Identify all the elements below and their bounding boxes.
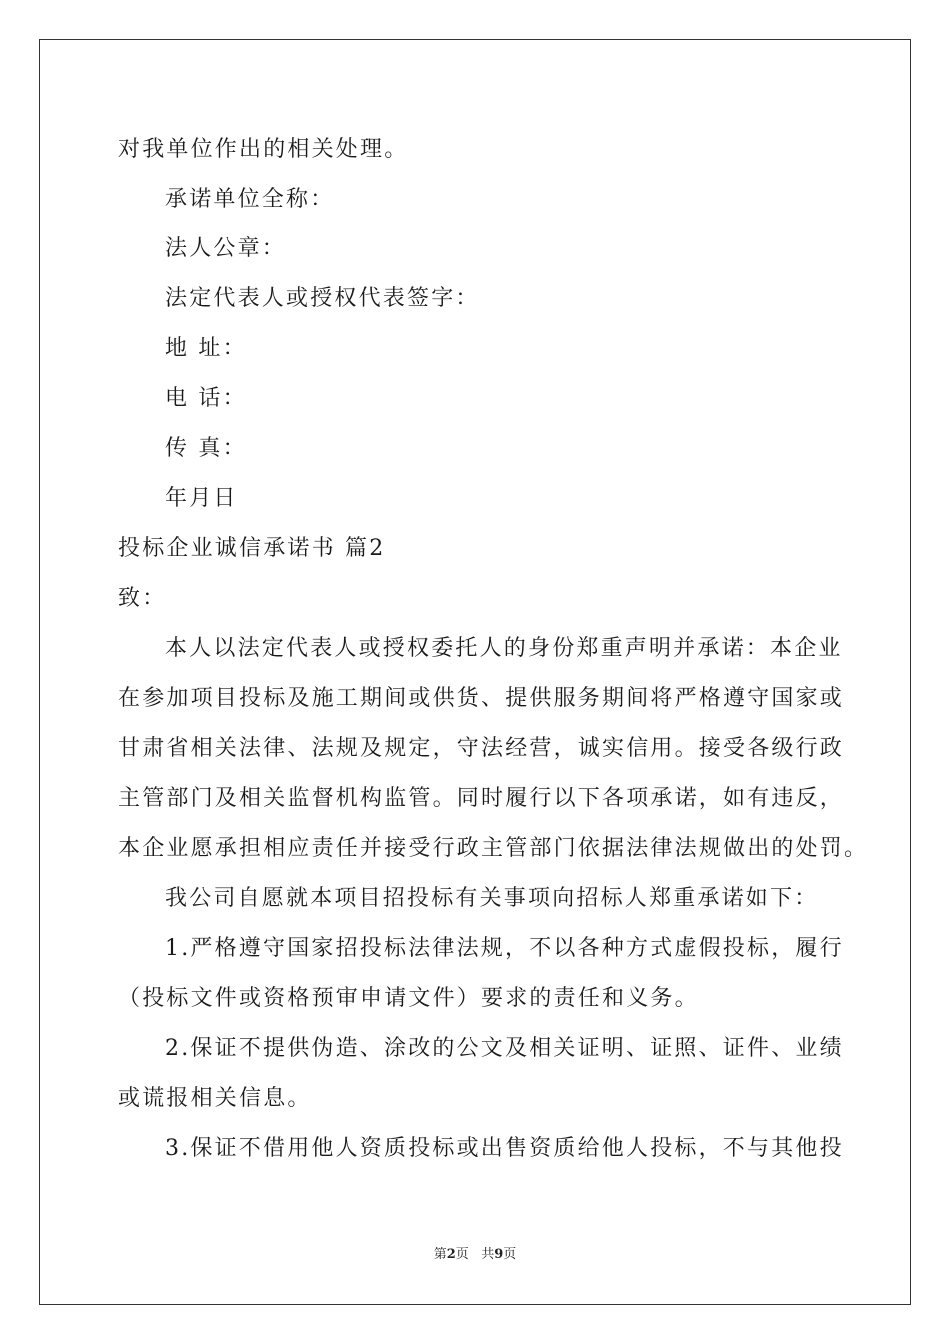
page-footer xyxy=(0,1247,950,1263)
total-prefix: 共 xyxy=(481,1247,495,1262)
list-item-1-cont: （投标文件或资格预审申请文件）要求的责任和义务。 xyxy=(118,986,699,1011)
field-label-address: 地 址： xyxy=(165,336,247,361)
field-label-phone: 电 话： xyxy=(165,386,247,411)
list-item-2: 2.保证不提供伪造、涂改的公文及相关证明、证照、证件、业绩 xyxy=(165,1036,844,1061)
salutation: 致： xyxy=(118,586,167,611)
page-current: 2 xyxy=(446,1247,456,1262)
page-total: 9 xyxy=(494,1247,504,1262)
paragraph-line: 本人以法定代表人或授权委托人的身份郑重声明并承诺：本企业 xyxy=(165,636,843,661)
page-suffix: 页 xyxy=(455,1247,469,1262)
paragraph-line: 在参加项目投标及施工期间或供货、提供服务期间将严格遵守国家或 xyxy=(118,686,845,711)
list-item-1: 1.严格遵守国家招投标法律法规，不以各种方式虚假投标，履行 xyxy=(165,936,844,961)
paragraph-line: 对我单位作出的相关处理。 xyxy=(118,137,409,162)
paragraph-line: 我公司自愿就本项目招投标有关事项向招标人郑重承诺如下： xyxy=(165,886,819,911)
field-label-unit-name: 承诺单位全称： xyxy=(165,187,335,212)
list-item-2-cont: 或谎报相关信息。 xyxy=(118,1086,312,1111)
page-prefix: 第 xyxy=(433,1247,447,1262)
section-heading: 投标企业诚信承诺书 篇2 xyxy=(118,536,386,561)
field-label-signature: 法定代表人或授权代表签字： xyxy=(165,286,480,311)
field-label-fax: 传 真： xyxy=(165,436,247,461)
page-border xyxy=(39,39,911,1305)
paragraph-line: 甘肃省相关法律、法规及规定，守法经营，诚实信用。接受各级行政 xyxy=(118,736,845,761)
paragraph-line: 主管部门及相关监督机构监管。同时履行以下各项承诺，如有违反， xyxy=(118,786,845,811)
total-suffix: 页 xyxy=(503,1247,517,1262)
field-label-date: 年月日 xyxy=(165,486,238,511)
field-label-legal-seal: 法人公章： xyxy=(165,236,287,261)
list-item-3: 3.保证不借用他人资质投标或出售资质给他人投标，不与其他投 xyxy=(165,1136,844,1161)
paragraph-line: 本企业愿承担相应责任并接受行政主管部门依据法律法规做出的处罚。 xyxy=(118,836,869,861)
